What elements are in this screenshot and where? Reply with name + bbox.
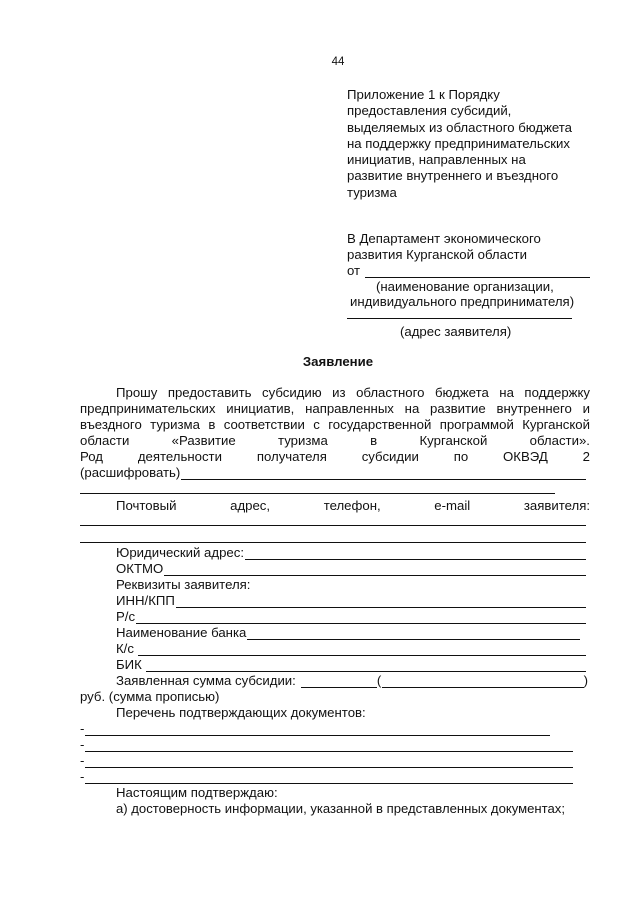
bank-name-field[interactable] xyxy=(116,625,580,640)
doc-item-4[interactable] xyxy=(80,769,573,784)
body-line-5 xyxy=(80,449,590,464)
word: Прошу xyxy=(116,385,158,400)
doc-line xyxy=(85,755,573,768)
ks-field[interactable] xyxy=(116,641,586,656)
doc-item-2[interactable] xyxy=(80,737,573,752)
org-hint-2: индивидуального предпринимателя) xyxy=(350,294,575,309)
amount-label: Заявленная сумма субсидии: xyxy=(116,673,296,688)
org-hint-1: (наименование организации, xyxy=(376,279,554,294)
address-hint: (адрес заявителя) xyxy=(400,324,512,339)
annex-line: инициатив, направленных на xyxy=(347,152,526,168)
word: из xyxy=(332,385,346,400)
word: областного xyxy=(356,385,425,400)
word: предоставить xyxy=(167,385,252,400)
word: поддержку xyxy=(524,385,590,400)
inn-kpp-label: ИНН/КПП xyxy=(116,593,175,608)
word: телефон, xyxy=(323,498,381,513)
doc-line xyxy=(85,723,550,736)
word: внутреннего xyxy=(496,401,572,416)
dash: - xyxy=(80,753,85,768)
body-line-2 xyxy=(80,401,590,416)
word: субсидию xyxy=(261,385,322,400)
okved-line-2[interactable] xyxy=(80,493,555,494)
legal-address-field[interactable] xyxy=(116,545,586,560)
postal-line-1[interactable] xyxy=(80,525,586,526)
page-number: 44 xyxy=(331,56,345,68)
word: и xyxy=(582,401,590,416)
ks-line xyxy=(138,643,586,656)
word: 2 xyxy=(582,449,590,464)
word: получателя xyxy=(256,449,327,464)
word: области». xyxy=(529,433,590,448)
word: туризма xyxy=(278,433,328,448)
from-label: от xyxy=(347,263,361,278)
word: развитие xyxy=(430,401,486,416)
oktmo-line xyxy=(164,563,586,576)
word: на xyxy=(499,385,514,400)
rs-field[interactable] xyxy=(116,609,586,624)
annex-line: туризма xyxy=(347,184,397,200)
bik-field[interactable] xyxy=(116,657,586,672)
dash: - xyxy=(80,737,85,752)
word: направленных xyxy=(305,401,394,416)
amount-field[interactable] xyxy=(116,673,588,688)
word: Курганской xyxy=(522,417,590,432)
recipient-line-2: развития Курганской области xyxy=(347,247,527,262)
word: в xyxy=(370,433,378,448)
word: предпринимательских xyxy=(80,401,216,416)
amount-close-paren: ) xyxy=(583,673,588,688)
doc-line xyxy=(85,771,573,784)
annex-line: на поддержку предпринимательских xyxy=(347,135,571,151)
rs-line xyxy=(136,611,586,624)
word: адрес, xyxy=(230,498,271,513)
docs-list-label: Перечень подтверждающих документов: xyxy=(116,705,366,720)
word: государственной xyxy=(328,417,432,432)
bik-label: БИК xyxy=(116,657,142,672)
amount-open-paren: ( xyxy=(376,673,382,688)
postal-address-line xyxy=(116,498,590,513)
annex-line: Приложение 1 к Порядку xyxy=(347,87,500,102)
confirm-heading: Настоящим подтверждаю: xyxy=(116,785,278,800)
ks-label: К/с xyxy=(116,641,134,656)
rs-label: Р/с xyxy=(116,609,136,624)
word: соответствии xyxy=(223,417,305,432)
word: по xyxy=(453,449,469,464)
word: с xyxy=(313,417,320,432)
word: ОКВЭД xyxy=(503,449,548,464)
word: Курганской xyxy=(419,433,488,448)
address-line[interactable] xyxy=(347,318,572,319)
legal-address-label: Юридический адрес: xyxy=(116,545,245,560)
oktmo-label: ОКТМО xyxy=(116,561,164,576)
word: туризма xyxy=(150,417,200,432)
word: «Развитие xyxy=(171,433,236,448)
dash: - xyxy=(80,769,85,784)
bank-name-line xyxy=(247,627,580,640)
annex-line: предоставления субсидий, xyxy=(347,103,512,119)
inn-kpp-line xyxy=(176,595,586,608)
oktmo-field[interactable] xyxy=(116,561,586,576)
postal-line-2[interactable] xyxy=(80,542,586,543)
doc-item-3[interactable] xyxy=(80,753,573,768)
word: в xyxy=(208,417,216,432)
word: инициатив, xyxy=(226,401,295,416)
okved-label: (расшифровать) xyxy=(80,465,181,480)
word: на xyxy=(404,401,420,416)
annex-line: развитие внутреннего и въездного xyxy=(347,168,559,184)
word: Род xyxy=(80,449,103,464)
amount-number-line xyxy=(301,675,377,688)
okved-field[interactable] xyxy=(80,465,586,480)
word: деятельности xyxy=(137,449,222,464)
requisites-label: Реквизиты заявителя: xyxy=(116,577,251,592)
word: программой xyxy=(439,417,514,432)
word: субсидии xyxy=(361,449,419,464)
bank-name-label: Наименование банка xyxy=(116,625,247,640)
doc-item-1[interactable] xyxy=(80,721,550,736)
legal-address-line xyxy=(245,547,586,560)
body-line-1 xyxy=(116,385,590,400)
dash: - xyxy=(80,721,85,736)
rub-label: руб. (сумма прописью) xyxy=(80,689,220,704)
document-title: Заявление xyxy=(302,354,374,369)
annex-heading xyxy=(347,87,572,201)
amount-words-line xyxy=(382,675,583,688)
from-line xyxy=(365,265,590,278)
body-line-3 xyxy=(80,417,590,432)
okved-line xyxy=(181,467,586,480)
body-line-4 xyxy=(80,433,590,448)
from-field[interactable] xyxy=(347,263,590,278)
word: въездного xyxy=(80,417,142,432)
word: e-mail xyxy=(434,498,471,513)
bik-line xyxy=(146,659,586,672)
annex-line: выделяемых из областного бюджета xyxy=(347,119,573,135)
word: бюджета xyxy=(435,385,489,400)
recipient-line-1: В Департамент экономического xyxy=(347,231,541,246)
word: заявителя: xyxy=(523,498,590,513)
word: Почтовый xyxy=(116,498,177,513)
doc-line xyxy=(85,739,573,752)
inn-kpp-field[interactable] xyxy=(116,593,586,608)
confirm-item-a: а) достоверность информации, указанной в представленных документах; xyxy=(116,801,565,816)
word: области xyxy=(80,433,130,448)
